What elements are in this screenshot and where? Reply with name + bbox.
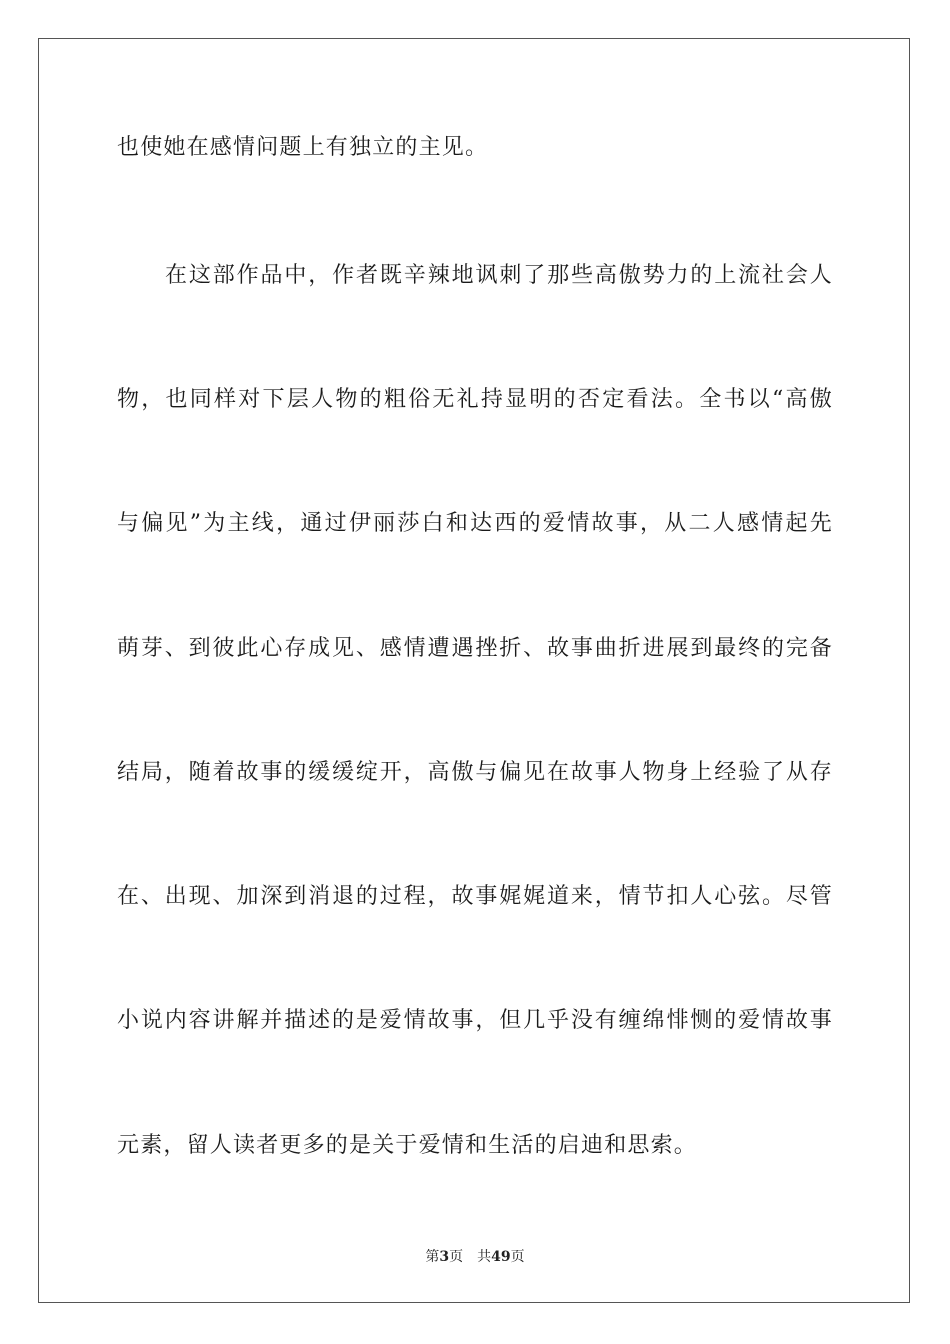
paragraph-line-1: 也使她在感情问题上有独立的主见。 <box>117 135 489 160</box>
paragraph-line-5: 萌芽、到彼此心存成见、感情遭遇挫折、故事曲折进展到最终的完备 <box>117 636 833 661</box>
paragraph-line-9: 元素，留人读者更多的是关于爱情和生活的启迪和思索。 <box>117 1133 698 1158</box>
total-label-prefix: 共 <box>477 1249 492 1265</box>
paragraph-line-8: 小说内容讲解并描述的是爱情故事，但几乎没有缠绵悱恻的爱情故事 <box>117 1008 833 1033</box>
page-border <box>38 38 910 1303</box>
paragraph-line-4: 与偏见”为主线，通过伊丽莎白和达西的爱情故事，从二人感情起先 <box>117 511 833 536</box>
page-number: 3 <box>439 1249 450 1265</box>
total-label-suffix: 页 <box>510 1249 525 1265</box>
paragraph-line-2: 在这部作品中，作者既辛辣地讽刺了那些高傲势力的上流社会人 <box>165 263 833 288</box>
page-footer <box>0 1248 950 1266</box>
page-label-suffix: 页 <box>449 1249 464 1265</box>
total-pages: 49 <box>491 1249 511 1265</box>
paragraph-line-3: 物，也同样对下层人物的粗俗无礼持显明的否定看法。全书以“高傲 <box>117 387 833 412</box>
paragraph-line-7: 在、出现、加深到消退的过程，故事娓娓道来，情节扣人心弦。尽管 <box>117 884 833 909</box>
page-label-prefix: 第 <box>425 1249 440 1265</box>
paragraph-line-6: 结局，随着故事的缓缓绽开，高傲与偏见在故事人物身上经验了从存 <box>117 760 833 785</box>
